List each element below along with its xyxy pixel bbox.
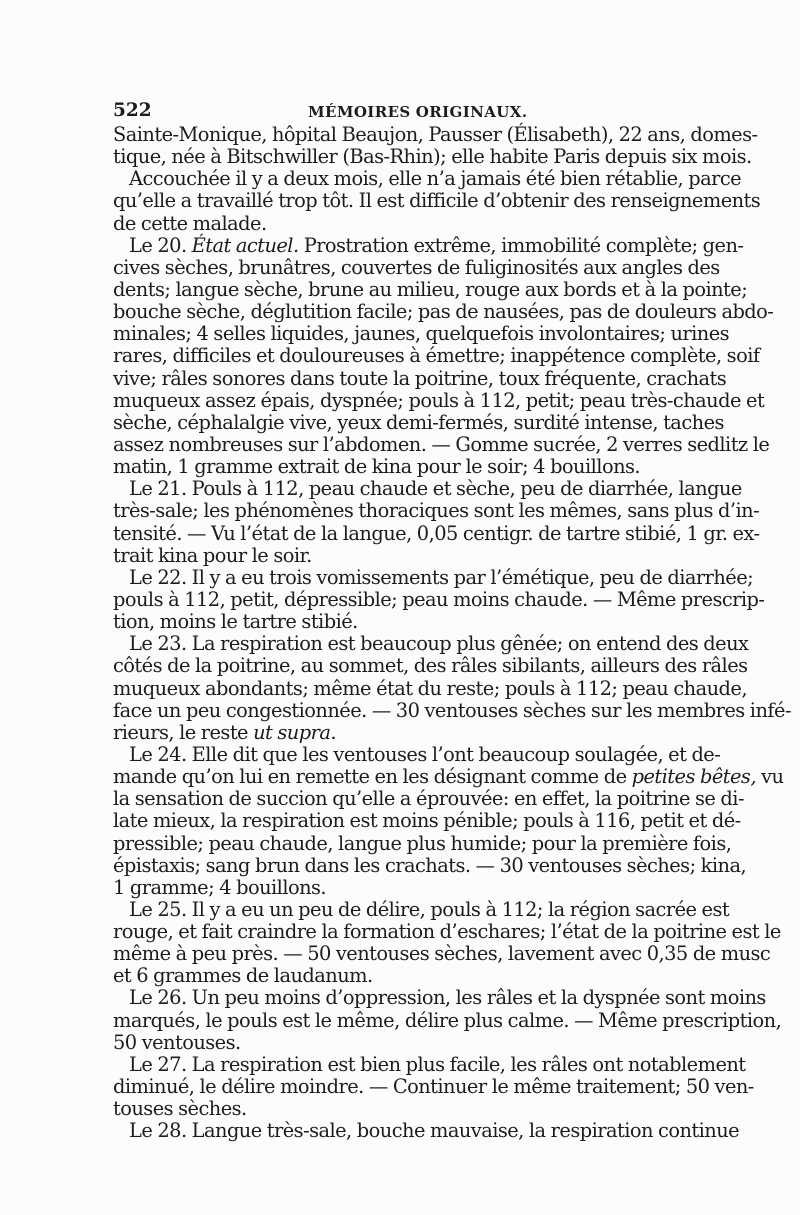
- text-line: la sensation de succion qu’elle a éprouvée: en effet, la poitrine se di-: [113, 787, 744, 811]
- text-line: Le 24. Elle dit que les ventouses l’ont beaucoup soulagée, et de-: [129, 742, 721, 766]
- text-line: touses sèches.: [113, 1097, 247, 1121]
- text-run: Prostration extrême, immobilité complète; gen-: [298, 233, 744, 257]
- text-line: rares, difficiles et douloureuses à émettre; inappétence complète, soif: [113, 344, 760, 368]
- text-run: Le 20.: [129, 233, 192, 257]
- text-line: dents; langue sèche, brune au milieu, rouge aux bords et à la pointe;: [113, 277, 748, 301]
- text-line: épistaxis; sang brun dans les crachats. — 30 ventouses sèches; kina,: [113, 853, 747, 877]
- text-run: mande qu’on lui en remette en les désignant comme de: [113, 765, 632, 789]
- text-line: pouls à 112, petit, dépressible; peau moins chaude. — Même prescrip-: [113, 587, 765, 611]
- running-header: [113, 98, 688, 124]
- text-line: Le 23. La respiration est beaucoup plus gênée; on entend des deux: [129, 632, 749, 656]
- text-line: rouge, et fait craindre la formation d’eschares; l’état de la poitrine est le: [113, 920, 781, 944]
- running-title: MÉMOIRES ORIGINAUX.: [308, 103, 528, 121]
- text-line: tion, moins le tartre stibié.: [113, 610, 358, 634]
- italic-text: petites bêtes,: [631, 765, 756, 789]
- text-line: [113, 722, 688, 744]
- text-line: qu’elle a travaillé trop tôt. Il est difficile d’obtenir des renseignements: [113, 189, 761, 213]
- text-line: [113, 233, 744, 257]
- text-line: et 6 grammes de laudanum.: [113, 964, 373, 988]
- text-line: cives sèches, brunâtres, couvertes de fuliginosités aux angles des: [113, 255, 720, 279]
- text-line: marqués, le pouls est le même, délire plus calme. — Même prescription,: [113, 1008, 782, 1032]
- text-line: Le 22. Il y a eu trois vomissements par l’émétique, peu de diarrhée;: [129, 565, 754, 589]
- text-run: vu: [755, 765, 784, 789]
- text-line: de cette malade.: [113, 211, 267, 235]
- text-line: muqueux abondants; même état du reste; pouls à 112; peau chaude,: [113, 676, 747, 700]
- text-line: très-sale; les phénomènes thoraciques sont les mêmes, sans plus d’in-: [113, 499, 760, 523]
- italic-text: État actuel.: [191, 233, 299, 257]
- text-line: tique, née à Bitschwiller (Bas-Rhin); elle habite Paris depuis six mois.: [113, 145, 752, 169]
- body-text: [113, 123, 791, 1143]
- italic-text: ut supra.: [253, 720, 336, 744]
- text-line: Le 28. Langue très-sale, bouche mauvaise, la respiration continue: [129, 1119, 740, 1143]
- text-line: trait kina pour le soir.: [113, 543, 312, 567]
- text-line: Le 21. Pouls à 112, peau chaude et sèche, peu de diarrhée, langue: [129, 477, 742, 501]
- text-line: Accouchée il y a deux mois, elle n’a jamais été bien rétablie, parce: [129, 167, 742, 191]
- text-line: diminué, le délire moindre. — Continuer le même traitement; 50 ven-: [113, 1075, 754, 1099]
- text-line: Le 26. Un peu moins d’oppression, les râles et la dyspnée sont moins: [129, 986, 766, 1010]
- text-line: 1 gramme; 4 bouillons.: [113, 875, 327, 899]
- text-line: sèche, céphalalgie vive, yeux demi-fermés, surdité intense, taches: [113, 410, 724, 434]
- text-line: Le 27. La respiration est bien plus facile, les râles ont notablement: [129, 1052, 746, 1076]
- text-line: 50 ventouses.: [113, 1030, 241, 1054]
- text-line: Le 25. Il y a eu un peu de délire, pouls à 112; la région sacrée est: [129, 897, 730, 921]
- text-run: rieurs, le reste: [113, 720, 254, 744]
- text-line: pressible; peau chaude, langue plus humide; pour la première fois,: [113, 831, 732, 855]
- text-line: face un peu congestionnée. — 30 ventouses sèches sur les membres infé-: [113, 698, 791, 722]
- text-line: Sainte-Monique, hôpital Beaujon, Pausser (Élisabeth), 22 ans, domes-: [113, 123, 758, 146]
- text-line: matin, 1 gramme extrait de kina pour le soir; 4 bouillons.: [113, 455, 641, 479]
- text-line: vive; râles sonores dans toute la poitrine, toux fréquente, crachats: [113, 366, 727, 390]
- text-line: bouche sèche, déglutition facile; pas de nausées, pas de douleurs abdo-: [113, 300, 774, 324]
- text-line: muqueux assez épais, dyspnée; pouls à 112, petit; peau très-chaude et: [113, 388, 765, 412]
- page-number: 522: [113, 100, 152, 121]
- text-line: tensité. — Vu l’état de la langue, 0,05 centigr. de tartre stibié, 1 gr. ex-: [113, 521, 760, 545]
- text-line: late mieux, la respiration est moins pénible; pouls à 116, petit et dé-: [113, 809, 741, 833]
- text-line: minales; 4 selles liquides, jaunes, quelquefois involontaires; urines: [113, 322, 730, 346]
- page-text: [113, 98, 791, 1143]
- text-line: même à peu près. — 50 ventouses sèches, lavement avec 0,35 de musc: [113, 942, 771, 966]
- text-line: côtés de la poitrine, au sommet, des râles sibilants, ailleurs des râles: [113, 654, 748, 678]
- text-line: [113, 765, 784, 789]
- text-line: assez nombreuses sur l’abdomen. — Gomme sucrée, 2 verres sedlitz le: [113, 432, 770, 456]
